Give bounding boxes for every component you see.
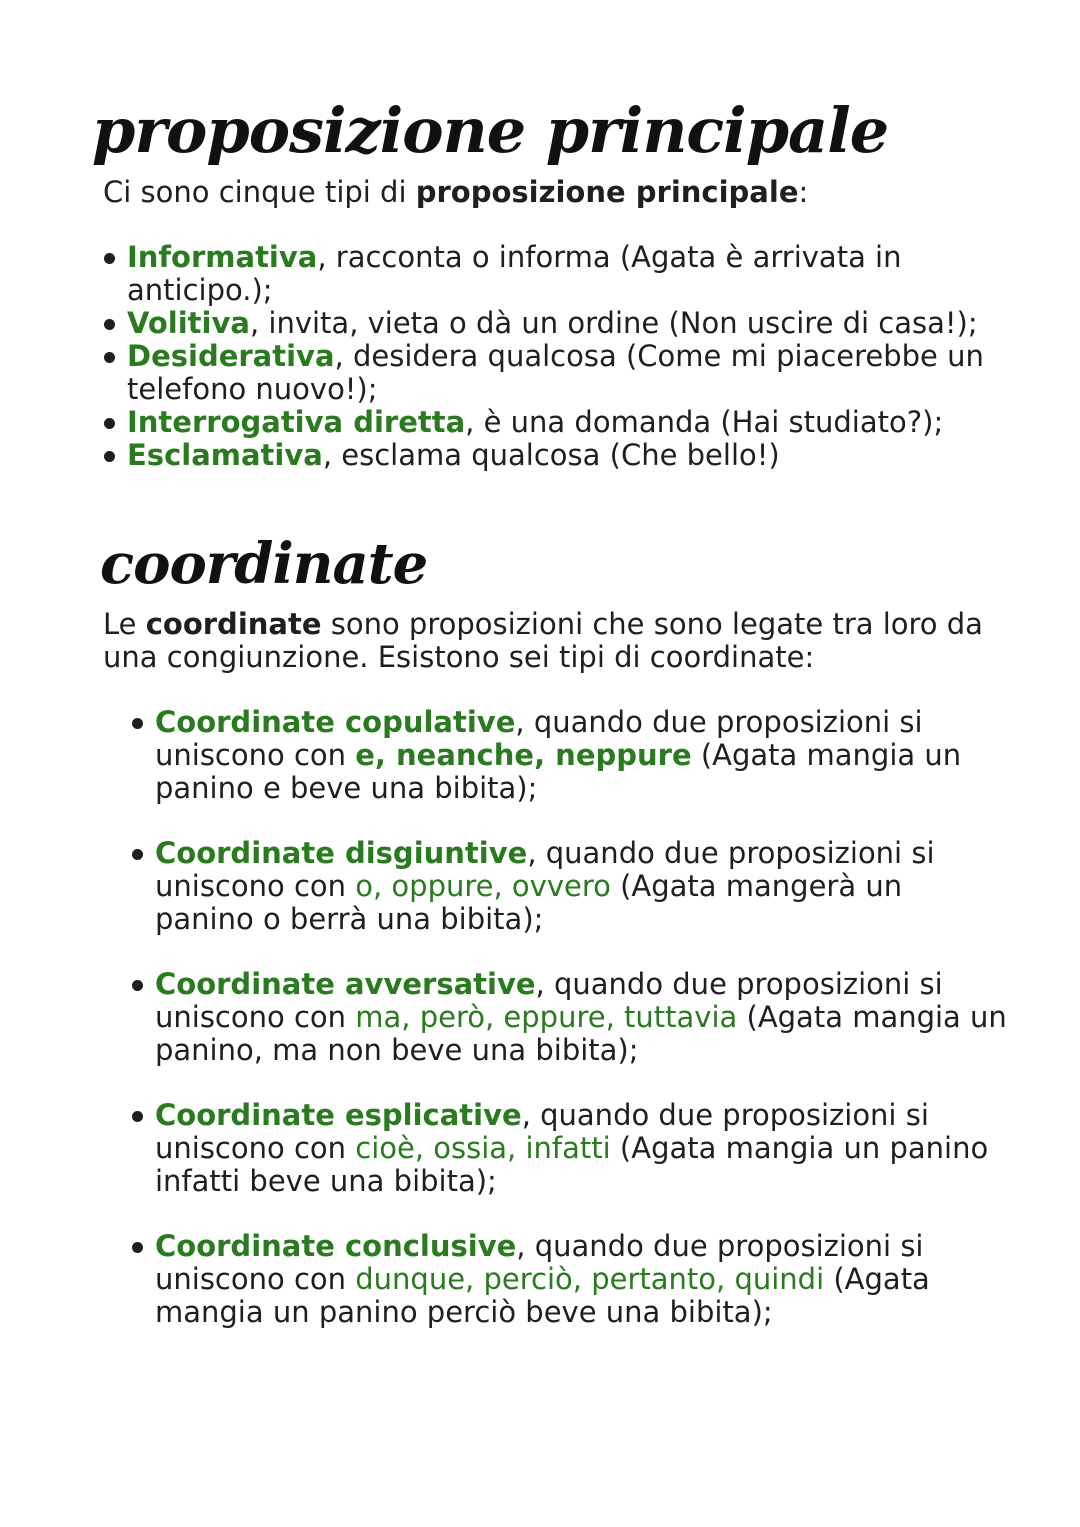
bullet-icon bbox=[132, 849, 143, 860]
bullet-icon bbox=[104, 319, 115, 330]
bold-term: proposizione principale bbox=[415, 175, 799, 209]
conjunctions: cioè, ossia, infatti bbox=[355, 1131, 611, 1165]
conjunctions: e, neanche, neppure bbox=[355, 738, 692, 772]
type-term: Coordinate avversative bbox=[155, 967, 536, 1001]
heading-coordinate: coordinate bbox=[100, 531, 428, 597]
intro-paragraph-principale: Ci sono cinque tipi di proposizione principale: bbox=[103, 175, 809, 209]
list-item: Esclamativa, esclama qualcosa (Che bello!) bbox=[127, 439, 1027, 472]
type-term: Informativa bbox=[127, 240, 318, 274]
list-item: Informativa, racconta o informa (Agata è arrivata in anticipo.); bbox=[127, 241, 1027, 307]
principale-types-list bbox=[127, 241, 1027, 472]
conjunctions: o, oppure, ovvero bbox=[355, 869, 611, 903]
type-term: Coordinate disgiuntive bbox=[155, 836, 528, 870]
intro-paragraph-coordinate: Le coordinate sono proposizioni che sono legate tra loro da una congiunzione. Esistono sei tipi di coordinate: bbox=[103, 607, 983, 674]
type-term: Interrogativa diretta bbox=[127, 405, 466, 439]
bullet-icon bbox=[132, 718, 143, 729]
list-item: Coordinate disgiuntive, quando due proposizioni si uniscono con o, oppure, ovvero (Agata mangerà un panino o berrà una bibita); bbox=[155, 837, 1035, 936]
bullet-icon bbox=[132, 980, 143, 991]
type-term: Esclamativa bbox=[127, 438, 323, 472]
list-item: Desiderativa, desidera qualcosa (Come mi piacerebbe un telefono nuovo!); bbox=[127, 340, 1027, 406]
type-term: Coordinate conclusive bbox=[155, 1229, 517, 1263]
list-item: Volitiva, invita, vieta o dà un ordine (Non uscire di casa!); bbox=[127, 307, 1027, 340]
bullet-icon bbox=[104, 253, 115, 264]
bullet-icon bbox=[104, 352, 115, 363]
coordinate-types-list bbox=[155, 706, 1035, 1361]
heading-proposizione-principale: proposizione principale bbox=[92, 94, 889, 167]
list-item: Coordinate copulative, quando due proposizioni si uniscono con e, neanche, neppure (Agata mangia un panino e beve una bibita); bbox=[155, 706, 1035, 805]
conjunctions: ma, però, eppure, tuttavia bbox=[355, 1000, 738, 1034]
bullet-icon bbox=[104, 451, 115, 462]
type-term: Coordinate esplicative bbox=[155, 1098, 522, 1132]
list-item: Coordinate conclusive, quando due proposizioni si uniscono con dunque, perciò, pertanto, quindi (Agata mangia un panino perciò beve una bibita); bbox=[155, 1230, 1035, 1329]
type-term: Desiderativa bbox=[127, 339, 335, 373]
bullet-icon bbox=[104, 418, 115, 429]
list-item: Interrogativa diretta, è una domanda (Hai studiato?); bbox=[127, 406, 1027, 439]
list-item: Coordinate avversative, quando due proposizioni si uniscono con ma, però, eppure, tuttavia (Agata mangia un panino, ma non beve una bibita); bbox=[155, 968, 1035, 1067]
type-term: Volitiva bbox=[127, 306, 250, 340]
type-term: Coordinate copulative bbox=[155, 705, 516, 739]
bullet-icon bbox=[132, 1242, 143, 1253]
bold-term: coordinate bbox=[145, 607, 322, 641]
bullet-icon bbox=[132, 1111, 143, 1122]
list-item: Coordinate esplicative, quando due proposizioni si uniscono con cioè, ossia, infatti (Agata mangia un panino infatti beve una bibita); bbox=[155, 1099, 1035, 1198]
conjunctions: dunque, perciò, pertanto, quindi bbox=[355, 1262, 825, 1296]
